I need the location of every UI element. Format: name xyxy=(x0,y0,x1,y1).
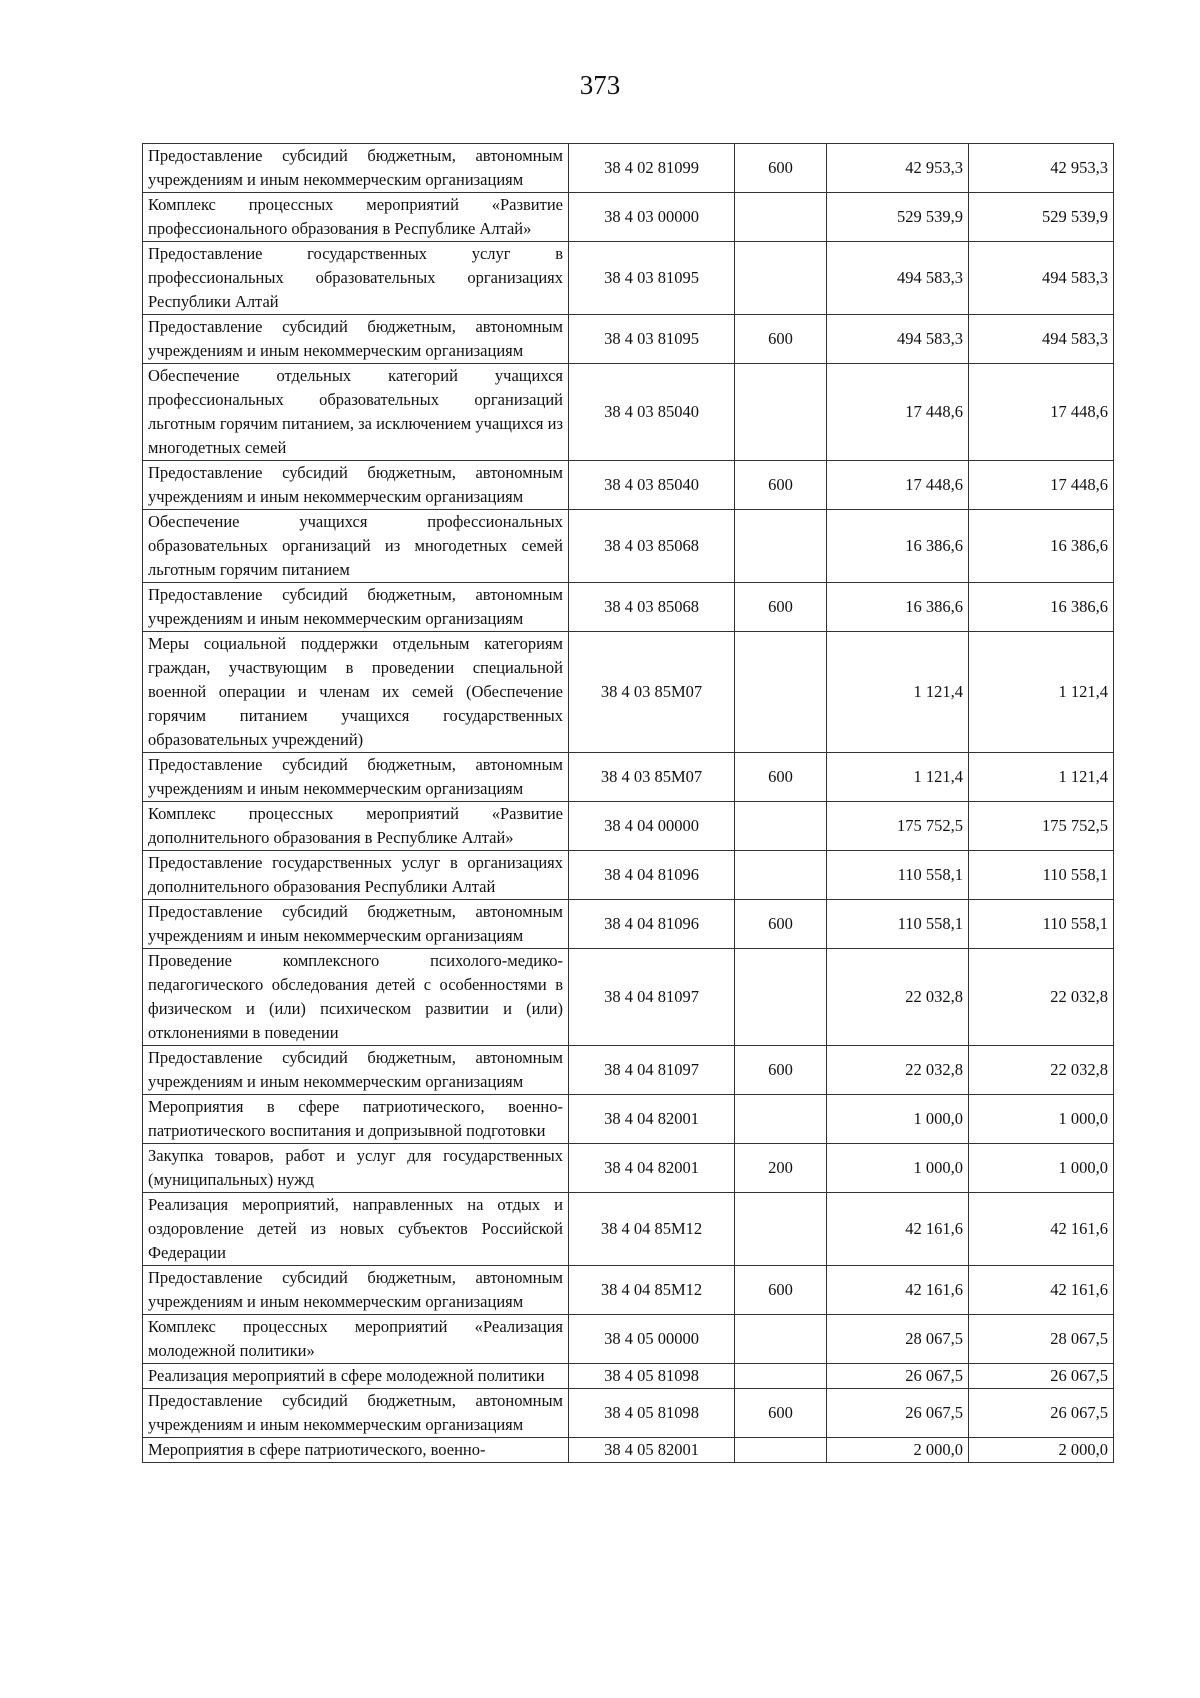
table-row xyxy=(143,753,1114,802)
table-row xyxy=(143,364,1114,461)
row-value-2-cell: 16 386,6 xyxy=(969,583,1114,632)
page-number: 373 xyxy=(579,70,621,100)
row-value-1-cell: 529 539,9 xyxy=(827,193,969,242)
row-code-cell: 38 4 05 00000 xyxy=(569,1315,735,1364)
row-value-2-cell: 175 752,5 xyxy=(969,802,1114,851)
row-name-cell: Обеспечение учащихся профессиональных образовательных организаций из многодетных семей льготным горячим питанием xyxy=(143,510,569,583)
row-value-2-cell: 1 121,4 xyxy=(969,753,1114,802)
row-expense-type-cell xyxy=(735,632,827,753)
row-code-cell: 38 4 04 82001 xyxy=(569,1144,735,1193)
row-value-1-cell: 1 000,0 xyxy=(827,1144,969,1193)
row-value-1-cell: 26 067,5 xyxy=(827,1364,969,1389)
row-name-cell: Предоставление субсидий бюджетным, автономным учреждениям и иным некоммерческим организациям xyxy=(143,583,569,632)
row-name-cell: Предоставление субсидий бюджетным, автономным учреждениям и иным некоммерческим организациям xyxy=(143,1266,569,1315)
row-value-2-cell: 110 558,1 xyxy=(969,900,1114,949)
row-value-1-cell: 17 448,6 xyxy=(827,461,969,510)
row-value-2-cell: 22 032,8 xyxy=(969,1046,1114,1095)
row-expense-type-cell: 600 xyxy=(735,1046,827,1095)
row-expense-type-cell xyxy=(735,510,827,583)
row-name-cell: Предоставление субсидий бюджетным, автономным учреждениям и иным некоммерческим организациям xyxy=(143,144,569,193)
row-code-cell: 38 4 03 85068 xyxy=(569,510,735,583)
row-expense-type-cell: 600 xyxy=(735,900,827,949)
row-code-cell: 38 4 03 85040 xyxy=(569,364,735,461)
row-code-cell: 38 4 05 81098 xyxy=(569,1364,735,1389)
table-row xyxy=(143,1389,1114,1438)
row-value-2-cell: 1 000,0 xyxy=(969,1095,1114,1144)
row-name-cell: Закупка товаров, работ и услуг для государственных (муниципальных) нужд xyxy=(143,1144,569,1193)
row-name-cell: Обеспечение отдельных категорий учащихся профессиональных образовательных организаций льготным горячим питанием, за исключением учащихся из многодетных семей xyxy=(143,364,569,461)
row-value-1-cell: 16 386,6 xyxy=(827,583,969,632)
table-row xyxy=(143,242,1114,315)
row-code-cell: 38 4 04 81096 xyxy=(569,851,735,900)
row-name-cell: Предоставление субсидий бюджетным, автономным учреждениям и иным некоммерческим организациям xyxy=(143,315,569,364)
row-name-cell: Мероприятия в сфере патриотического, военно- xyxy=(143,1438,569,1463)
row-expense-type-cell: 600 xyxy=(735,1389,827,1438)
row-value-1-cell: 1 000,0 xyxy=(827,1095,969,1144)
row-value-1-cell: 42 161,6 xyxy=(827,1266,969,1315)
row-name-cell: Реализация мероприятий, направленных на отдых и оздоровление детей из новых субъектов Российской Федерации xyxy=(143,1193,569,1266)
row-name-cell: Реализация мероприятий в сфере молодежной политики xyxy=(143,1364,569,1389)
row-value-2-cell: 494 583,3 xyxy=(969,242,1114,315)
row-expense-type-cell: 600 xyxy=(735,753,827,802)
table-row xyxy=(143,1095,1114,1144)
row-name-cell: Комплекс процессных мероприятий «Реализация молодежной политики» xyxy=(143,1315,569,1364)
row-value-1-cell: 110 558,1 xyxy=(827,900,969,949)
row-expense-type-cell: 200 xyxy=(735,1144,827,1193)
row-expense-type-cell xyxy=(735,1193,827,1266)
table-row xyxy=(143,851,1114,900)
row-value-2-cell: 42 953,3 xyxy=(969,144,1114,193)
row-expense-type-cell xyxy=(735,1315,827,1364)
row-value-2-cell: 22 032,8 xyxy=(969,949,1114,1046)
row-expense-type-cell: 600 xyxy=(735,315,827,364)
row-value-2-cell: 42 161,6 xyxy=(969,1193,1114,1266)
row-value-1-cell: 22 032,8 xyxy=(827,1046,969,1095)
table-row xyxy=(143,1266,1114,1315)
row-expense-type-cell xyxy=(735,851,827,900)
row-value-1-cell: 110 558,1 xyxy=(827,851,969,900)
budget-table xyxy=(142,143,1114,1463)
row-expense-type-cell xyxy=(735,193,827,242)
row-code-cell: 38 4 03 81095 xyxy=(569,242,735,315)
row-value-1-cell: 1 121,4 xyxy=(827,753,969,802)
table-row xyxy=(143,949,1114,1046)
table-row xyxy=(143,1315,1114,1364)
row-value-2-cell: 1 000,0 xyxy=(969,1144,1114,1193)
table-row xyxy=(143,900,1114,949)
row-expense-type-cell xyxy=(735,1438,827,1463)
row-name-cell: Меры социальной поддержки отдельным категориям граждан, участвующим в проведении специальной военной операции и членам их семей (Обеспечение горячим питанием учащихся государственных образовательных учреждений) xyxy=(143,632,569,753)
row-value-1-cell: 1 121,4 xyxy=(827,632,969,753)
budget-table-body xyxy=(143,144,1114,1463)
row-value-1-cell: 26 067,5 xyxy=(827,1389,969,1438)
row-expense-type-cell xyxy=(735,1364,827,1389)
row-value-2-cell: 2 000,0 xyxy=(969,1438,1114,1463)
row-expense-type-cell: 600 xyxy=(735,461,827,510)
row-name-cell: Предоставление субсидий бюджетным, автономным учреждениям и иным некоммерческим организациям xyxy=(143,461,569,510)
row-name-cell: Предоставление государственных услуг в профессиональных образовательных организациях Республики Алтай xyxy=(143,242,569,315)
row-code-cell: 38 4 04 82001 xyxy=(569,1095,735,1144)
row-expense-type-cell: 600 xyxy=(735,583,827,632)
row-code-cell: 38 4 04 81097 xyxy=(569,949,735,1046)
row-value-1-cell: 175 752,5 xyxy=(827,802,969,851)
row-expense-type-cell: 600 xyxy=(735,144,827,193)
row-value-1-cell: 42 161,6 xyxy=(827,1193,969,1266)
row-value-2-cell: 17 448,6 xyxy=(969,364,1114,461)
row-expense-type-cell: 600 xyxy=(735,1266,827,1315)
row-name-cell: Мероприятия в сфере патриотического, военно-патриотического воспитания и допризывной подготовки xyxy=(143,1095,569,1144)
row-value-1-cell: 17 448,6 xyxy=(827,364,969,461)
table-row xyxy=(143,1144,1114,1193)
row-expense-type-cell xyxy=(735,242,827,315)
row-value-2-cell: 42 161,6 xyxy=(969,1266,1114,1315)
row-value-2-cell: 28 067,5 xyxy=(969,1315,1114,1364)
table-row xyxy=(143,1438,1114,1463)
table-row xyxy=(143,193,1114,242)
row-code-cell: 38 4 04 81097 xyxy=(569,1046,735,1095)
row-code-cell: 38 4 05 81098 xyxy=(569,1389,735,1438)
table-row xyxy=(143,1364,1114,1389)
table-row xyxy=(143,315,1114,364)
row-name-cell: Проведение комплексного психолого-медико-педагогического обследования детей с особенностями в физическом и (или) психическом развитии и (или) отклонениями в поведении xyxy=(143,949,569,1046)
table-row xyxy=(143,144,1114,193)
row-name-cell: Комплекс процессных мероприятий «Развитие дополнительного образования в Республике Алтай» xyxy=(143,802,569,851)
row-expense-type-cell xyxy=(735,802,827,851)
row-value-2-cell: 110 558,1 xyxy=(969,851,1114,900)
table-row xyxy=(143,461,1114,510)
row-name-cell: Предоставление субсидий бюджетным, автономным учреждениям и иным некоммерческим организациям xyxy=(143,1389,569,1438)
row-value-1-cell: 22 032,8 xyxy=(827,949,969,1046)
row-expense-type-cell xyxy=(735,364,827,461)
row-value-1-cell: 42 953,3 xyxy=(827,144,969,193)
row-name-cell: Предоставление государственных услуг в организациях дополнительного образования Республики Алтай xyxy=(143,851,569,900)
row-value-1-cell: 16 386,6 xyxy=(827,510,969,583)
row-value-2-cell: 529 539,9 xyxy=(969,193,1114,242)
row-code-cell: 38 4 03 81095 xyxy=(569,315,735,364)
table-row xyxy=(143,1193,1114,1266)
table-row xyxy=(143,510,1114,583)
row-name-cell: Предоставление субсидий бюджетным, автономным учреждениям и иным некоммерческим организациям xyxy=(143,900,569,949)
table-row xyxy=(143,1046,1114,1095)
row-value-1-cell: 28 067,5 xyxy=(827,1315,969,1364)
row-code-cell: 38 4 05 82001 xyxy=(569,1438,735,1463)
row-value-2-cell: 26 067,5 xyxy=(969,1389,1114,1438)
table-row xyxy=(143,583,1114,632)
table-row xyxy=(143,632,1114,753)
row-value-2-cell: 494 583,3 xyxy=(969,315,1114,364)
row-expense-type-cell xyxy=(735,1095,827,1144)
row-code-cell: 38 4 03 85M07 xyxy=(569,753,735,802)
row-expense-type-cell xyxy=(735,949,827,1046)
row-value-1-cell: 494 583,3 xyxy=(827,242,969,315)
row-name-cell: Комплекс процессных мероприятий «Развитие профессионального образования в Республике Алтай» xyxy=(143,193,569,242)
row-code-cell: 38 4 04 85M12 xyxy=(569,1266,735,1315)
row-value-2-cell: 17 448,6 xyxy=(969,461,1114,510)
row-code-cell: 38 4 04 85M12 xyxy=(569,1193,735,1266)
row-value-2-cell: 1 121,4 xyxy=(969,632,1114,753)
row-name-cell: Предоставление субсидий бюджетным, автономным учреждениям и иным некоммерческим организациям xyxy=(143,753,569,802)
row-code-cell: 38 4 03 00000 xyxy=(569,193,735,242)
row-code-cell: 38 4 04 81096 xyxy=(569,900,735,949)
row-value-1-cell: 2 000,0 xyxy=(827,1438,969,1463)
row-code-cell: 38 4 04 00000 xyxy=(569,802,735,851)
row-value-1-cell: 494 583,3 xyxy=(827,315,969,364)
row-value-2-cell: 16 386,6 xyxy=(969,510,1114,583)
row-code-cell: 38 4 03 85040 xyxy=(569,461,735,510)
row-code-cell: 38 4 03 85068 xyxy=(569,583,735,632)
row-value-2-cell: 26 067,5 xyxy=(969,1364,1114,1389)
row-code-cell: 38 4 03 85M07 xyxy=(569,632,735,753)
table-row xyxy=(143,802,1114,851)
row-code-cell: 38 4 02 81099 xyxy=(569,144,735,193)
row-name-cell: Предоставление субсидий бюджетным, автономным учреждениям и иным некоммерческим организациям xyxy=(143,1046,569,1095)
